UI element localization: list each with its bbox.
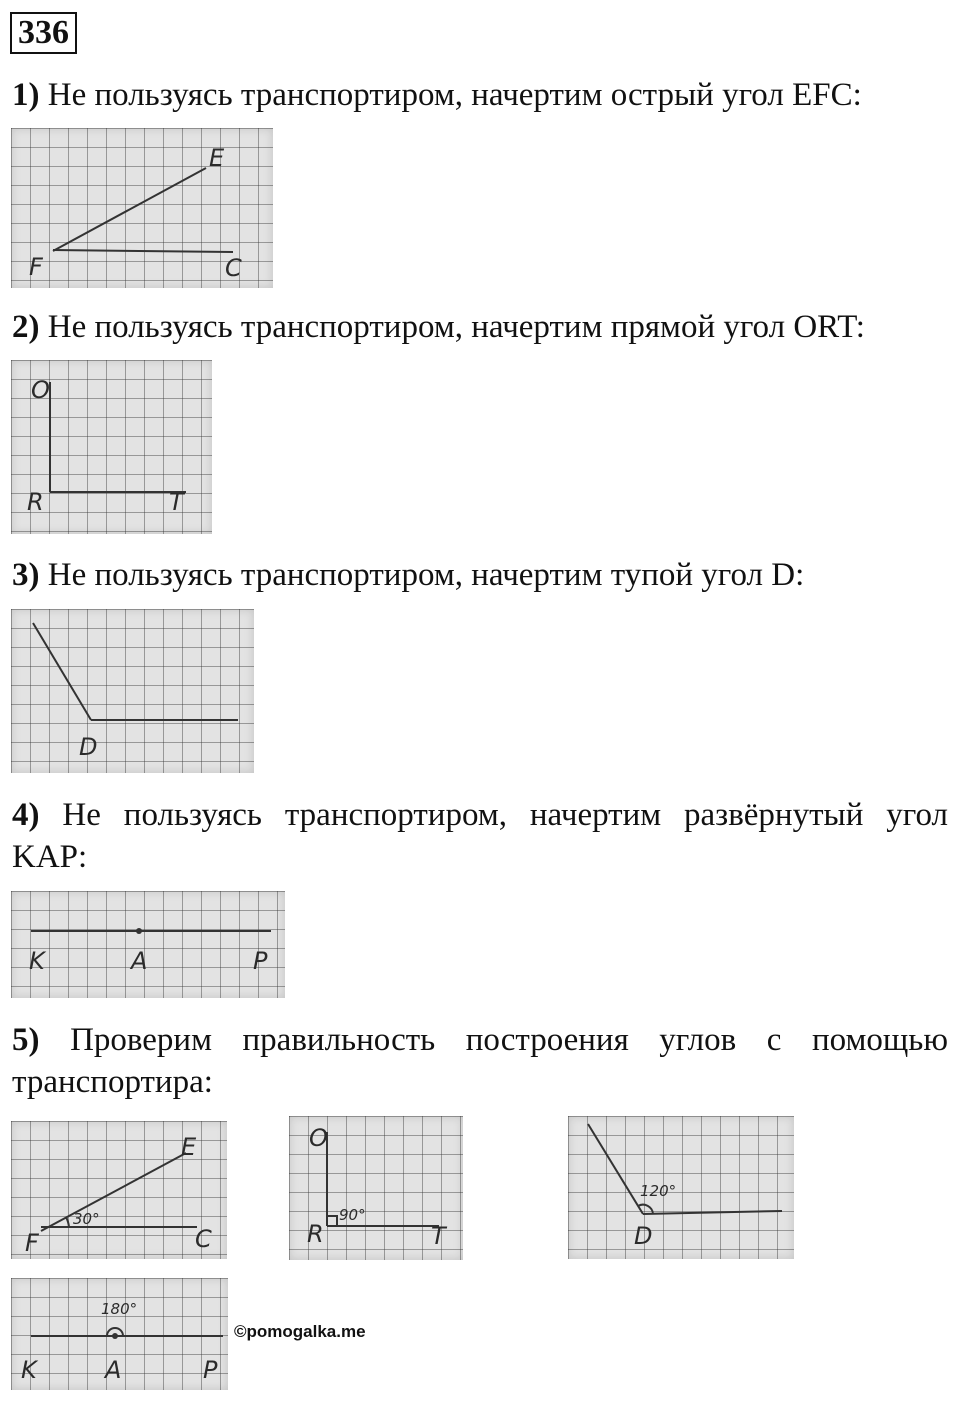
right-angle-mark — [327, 1216, 337, 1226]
item-2-label: Не пользуясь транспортиром, начертим прямой угол ORT: — [47, 309, 865, 345]
label-k: K — [21, 1356, 37, 1384]
figure-straight-angle-kap — [11, 891, 285, 998]
point-a — [112, 1333, 118, 1339]
label-o: O — [309, 1124, 328, 1152]
figure-check-ort — [289, 1116, 463, 1260]
item-3-label: Не пользуясь транспортиром, начертим тупой угол D: — [47, 557, 805, 593]
item-5-label: Проверим правильность построения углов с помощью — [70, 1022, 948, 1058]
task-number: 336 — [10, 12, 77, 54]
item-5-number: 5) — [12, 1022, 40, 1058]
label-a: A — [105, 1356, 122, 1384]
point-a — [136, 928, 142, 934]
item-3-number: 3) — [12, 557, 40, 593]
angle-value: 30° — [73, 1210, 100, 1228]
figure-check-efc — [11, 1121, 227, 1259]
figure-check-d — [568, 1116, 794, 1259]
label-r: R — [27, 488, 44, 516]
item-4-text — [12, 794, 948, 836]
angle-value: 180° — [101, 1300, 138, 1318]
label-r: R — [307, 1220, 324, 1248]
item-1-text — [12, 74, 948, 116]
label-f: F — [25, 1229, 39, 1257]
label-e: E — [209, 144, 225, 172]
figure-obtuse-angle-d — [11, 609, 254, 773]
label-t: T — [431, 1222, 446, 1250]
item-5-text — [12, 1019, 948, 1061]
angle-value: 120° — [640, 1182, 677, 1200]
ray-fe — [41, 1153, 186, 1231]
item-4-label: Не пользуясь транспортиром, начертим развёрнутый угол — [62, 797, 949, 833]
figure-acute-angle-efc — [11, 128, 273, 288]
item-4-text-line2 — [12, 836, 948, 878]
ray-fe — [53, 168, 206, 251]
ray-d-upper — [588, 1124, 643, 1214]
label-d: D — [634, 1222, 653, 1250]
label-p: P — [203, 1356, 218, 1384]
label-a: A — [131, 947, 148, 975]
label-p: P — [253, 947, 268, 975]
ray-fc — [53, 250, 233, 252]
label-o: O — [31, 376, 50, 404]
item-2-number: 2) — [12, 309, 40, 345]
item-5-label-line2: транспортира: — [12, 1064, 213, 1100]
ray-d-right — [643, 1211, 782, 1214]
label-c: C — [195, 1225, 212, 1253]
figure-right-angle-ort — [11, 360, 212, 534]
label-d: D — [79, 733, 98, 761]
item-4-number: 4) — [12, 797, 40, 833]
angle-arc — [66, 1217, 69, 1227]
item-3-text — [12, 554, 948, 596]
label-t: T — [169, 488, 184, 516]
figure-check-kap — [11, 1278, 228, 1390]
item-4-label-line2: KAP: — [12, 839, 88, 875]
item-5-text-line2 — [12, 1061, 948, 1103]
label-c: C — [225, 254, 242, 282]
ray-d-upper — [33, 623, 91, 720]
item-1-label: Не пользуясь транспортиром, начертим острый угол EFC: — [47, 77, 862, 113]
watermark: ©pomogalka.me — [234, 1322, 366, 1341]
label-f: F — [29, 253, 43, 281]
item-2-text — [12, 306, 948, 348]
angle-value: 90° — [339, 1206, 366, 1224]
label-e: E — [181, 1133, 197, 1161]
label-k: K — [29, 947, 45, 975]
item-1-number: 1) — [12, 77, 40, 113]
